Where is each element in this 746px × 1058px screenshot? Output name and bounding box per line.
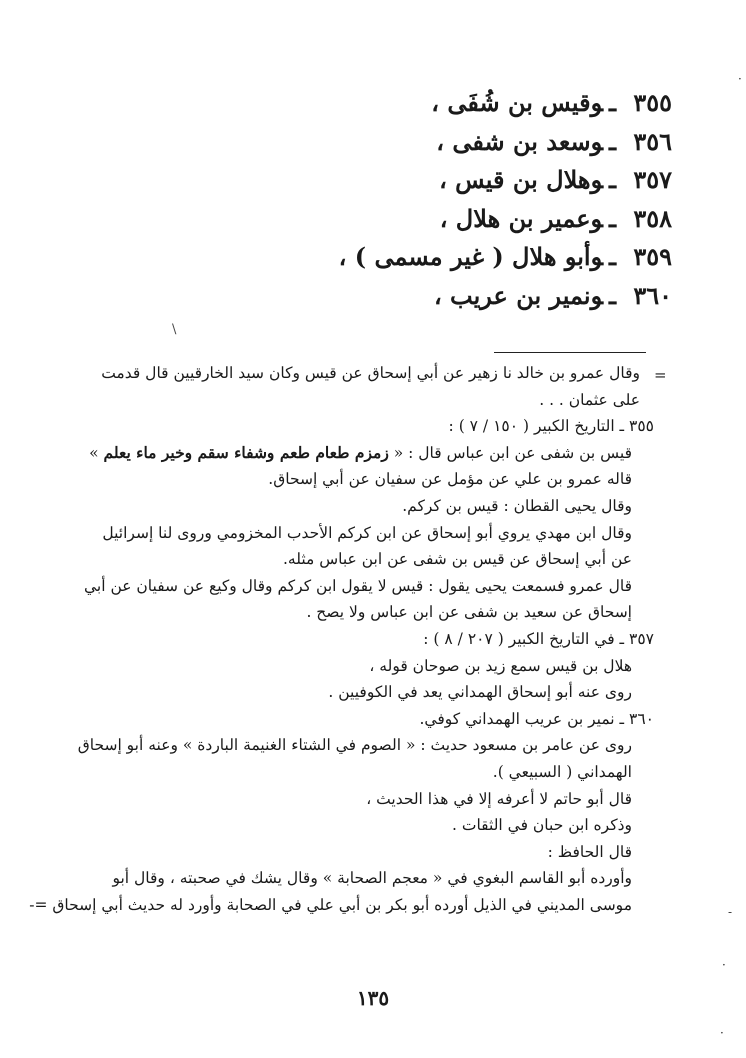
entry-360: ٣٦٠ـونمير بن عريب ، — [312, 277, 672, 316]
entry-number: ٣٥٥ — [633, 88, 672, 117]
note-line: إسحاق عن سعيد بن شفى عن ابن عباس ولا يصح . — [306, 603, 632, 622]
page-number: ١٣٥ — [356, 986, 390, 1010]
note-line: وقال عمرو بن خالد نا زهير عن أبي إسحاق عن قيس وكان سيد الخارقيين قال قدمت — [101, 364, 640, 382]
entry-number: ٣٥٧ — [633, 165, 672, 194]
entry-355: ٣٥٥ـوقيس بن شُفَى ، — [312, 84, 672, 123]
entry-number: ٣٦٠ — [633, 280, 672, 310]
note-line: موسى المديني في الذيل أورده أبو بكر بن أبي علي في الصحابة وأورد له حديث أبي إسحاق =- — [29, 895, 632, 914]
entry-text: وقيس بن شُفَى ، — [431, 88, 603, 117]
note-line: عن أبي إسحاق عن قيس بن شفى عن ابن عباس مثله. — [282, 550, 632, 569]
note-heading: ٣٦٠ ـ نمير بن عريب الهمداني كوفي. — [419, 709, 654, 728]
entry-text: وسعد بن شفى ، — [436, 126, 603, 156]
note-line: وأورده أبو القاسم البغوي في « معجم الصحابة » وقال يشك في صحبته ، وقال أبو — [112, 869, 632, 888]
note-line: على عثمان . . . — [539, 390, 640, 409]
entry-359: ٣٥٩ـوأبو هلال ( غير مسمى ) ، — [312, 238, 672, 277]
note-line: قال الحافظ : — [547, 842, 632, 861]
note-heading: ٣٥٥ ـ التاريخ الكبير ( ١٥٠ / ٧ ) : — [448, 417, 654, 436]
entry-text: وعمير بن هلال ، — [439, 203, 603, 233]
note-line: قيس بن شفى عن ابن عباس قال : « زمزم طعام طعم وشفاء سقم وخير ماء يعلم » — [89, 442, 632, 462]
entry-text: ونمير بن عريب ، — [433, 280, 603, 310]
footnotes — [29, 360, 654, 918]
continuation-mark: = — [654, 366, 667, 384]
scan-speck: · — [722, 958, 726, 972]
stray-mark: \ — [172, 322, 177, 337]
entry-number: ٣٥٩ — [633, 242, 672, 271]
entry-text: وهلال بن قيس ، — [439, 165, 603, 194]
entry-357: ٣٥٧ـوهلال بن قيس ، — [312, 161, 672, 200]
note-line: هلال بن قيس سمع زيد بن صوحان قوله ، — [369, 656, 632, 675]
note-line: قال عمرو فسمعت يحيى يقول : قيس لا يقول ابن كركم وقال وكيع عن سفيان عن أبي — [83, 576, 632, 595]
scan-speck: · — [738, 72, 742, 86]
entry-number: ٣٥٦ — [633, 126, 672, 156]
note-line: وذكره ابن حبان في الثقات . — [452, 816, 632, 835]
note-heading: ٣٥٧ ـ في التاريخ الكبير ( ٢٠٧ / ٨ ) : — [423, 629, 654, 648]
note-line: الهمداني ( السبيعي ). — [492, 762, 632, 781]
entry-text: وأبو هلال ( غير مسمى ) ، — [338, 242, 603, 271]
entry-358: ٣٥٨ـوعمير بن هلال ، — [312, 200, 672, 239]
scan-speck: - — [728, 905, 733, 919]
note-line: روى عنه أبو إسحاق الهمداني يعد في الكوفيين . — [328, 683, 632, 702]
note-line: وقال ابن مهدي يروي أبو إسحاق عن ابن كركم الأحدب المخزومي وروى لنا إسرائيل — [102, 523, 632, 542]
note-line: قاله عمرو بن علي عن مؤمل عن سفيان عن أبي إسحاق. — [268, 470, 632, 489]
entry-number: ٣٥٨ — [633, 203, 672, 233]
entry-list — [312, 84, 672, 315]
note-line: قال أبو حاتم لا أعرفه إلا في هذا الحديث ، — [366, 789, 632, 808]
note-line: روى عن عامر بن مسعود حديث : « الصوم في الشتاء الغنيمة الباردة » وعنه أبو إسحاق — [77, 736, 632, 755]
entry-356: ٣٥٦ـوسعد بن شفى ، — [312, 123, 672, 162]
scan-speck: · — [720, 1026, 724, 1040]
quoted-hadith: زمزم طعام طعم وشفاء سقم وخير ماء يعلم — [103, 442, 389, 462]
footnote-separator — [494, 352, 646, 353]
note-line: وقال يحيى القطان : قيس بن كركم. — [402, 496, 632, 515]
